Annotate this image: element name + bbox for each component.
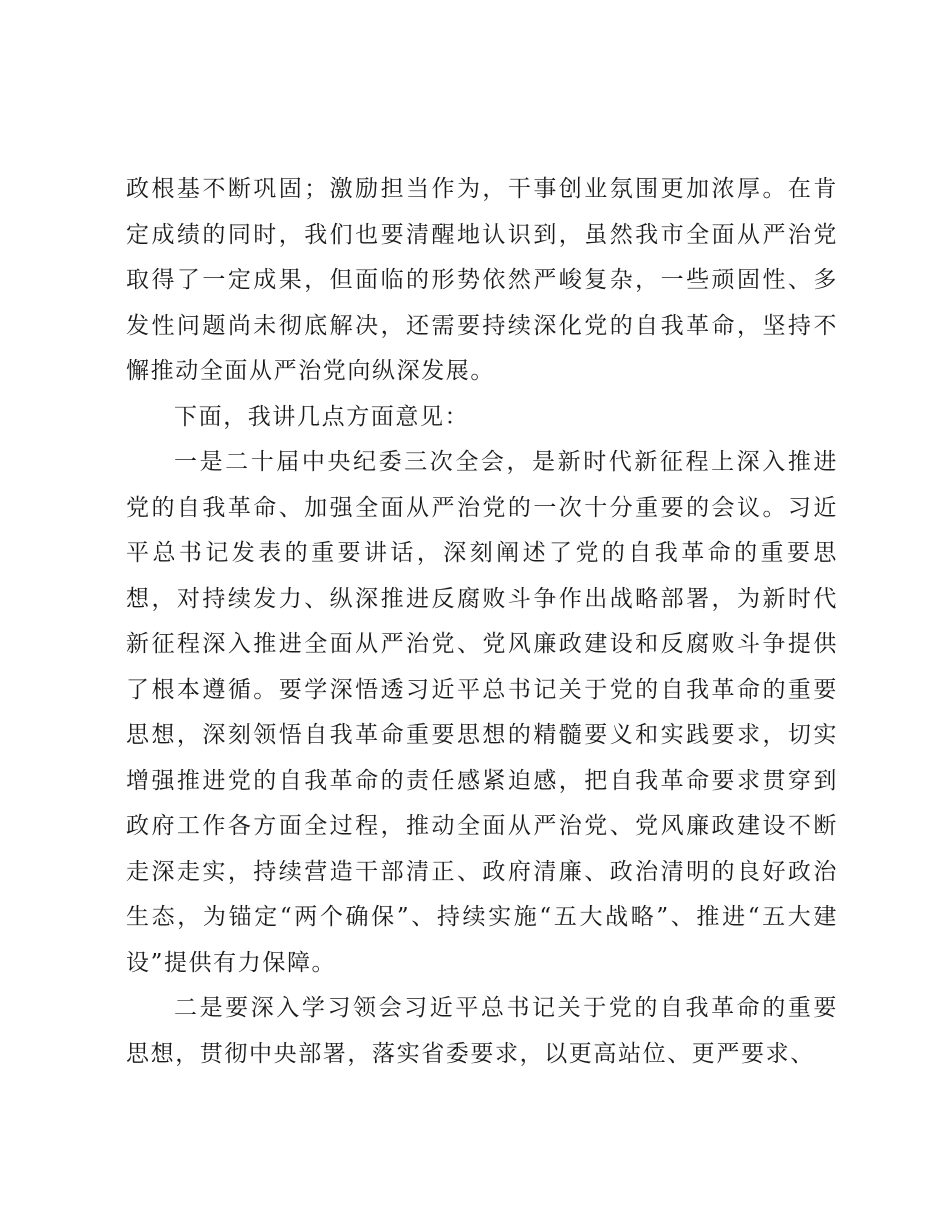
document-body [126, 167, 838, 1077]
paragraph-point-two: 二是要深入学习领会习近平总书记关于党的自我革命的重要思想，贯彻中央部署，落实省委要求，以更高站位、更严要求、 [126, 995, 838, 1067]
paragraph-point-one: 一是二十届中央纪委三次全会，是新时代新征程上深入推进党的自我革命、加强全面从严治党的一次十分重要的会议。习近平总书记发表的重要讲话，深刻阐述了党的自我革命的重要思想，对持续发力、纵深推进反腐败斗争作出战略部署，为新时代新征程深入推进全面从严治党、党风廉政建设和反腐败斗争提供了根本遵循。要学深悟透习近平总书记关于党的自我革命的重要思想，深刻领悟自我革命重要思想的精髓要义和实践要求，切实增强推进党的自我革命的责任感紧迫感，把自我革命要求贯穿到政府工作各方面全过程，推动全面从严治党、党风廉政建设不断走深走实，持续营造干部清正、政府清廉、政治清明的良好政治生态，为锚定“两个确保”、持续实施“五大战略”、推进“五大建设”提供有力保障。 [126, 449, 838, 976]
paragraph-intro: 下面，我讲几点方面意见： [174, 403, 470, 430]
paragraph-continued: 政根基不断巩固；激励担当作为，干事创业氛围更加浓厚。在肯定成绩的同时，我们也要清醒地认识到，虽然我市全面从严治党取得了一定成果，但面临的形势依然严峻复杂，一些顽固性、多发性问题尚未彻底解决，还需要持续深化党的自我革命，坚持不懈推动全面从严治党向纵深发展。 [126, 176, 838, 384]
